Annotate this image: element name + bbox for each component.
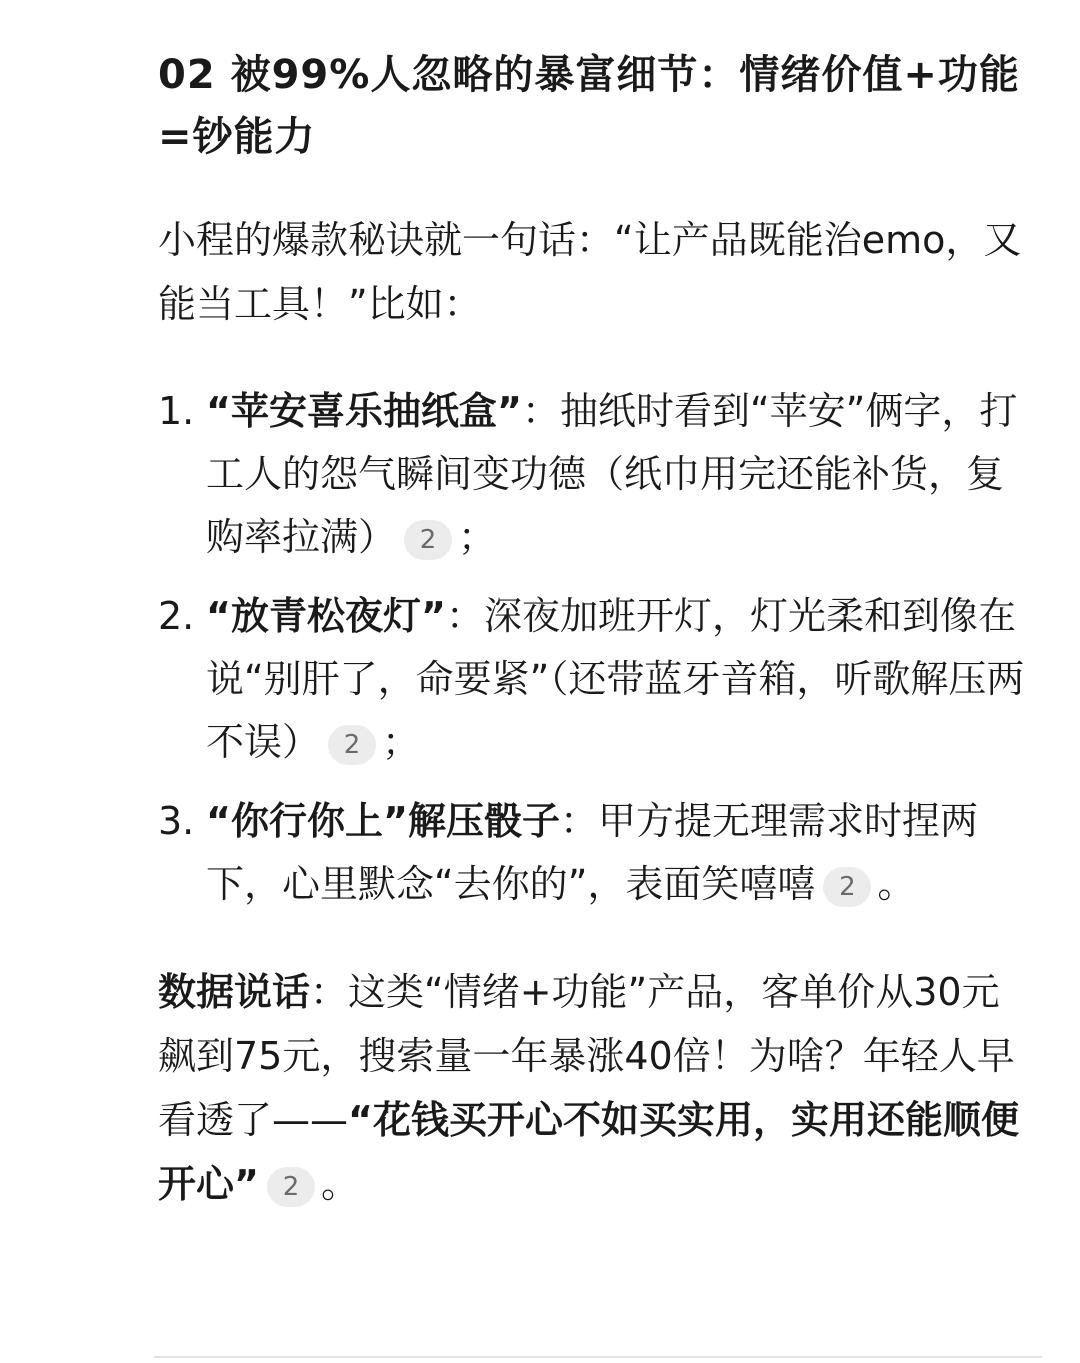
list-number: 1. <box>158 389 195 433</box>
product-title: “苹安喜乐抽纸盒” <box>206 389 522 433</box>
product-title: “放青松夜灯” <box>206 594 446 638</box>
summary-quote: “花钱买开心不如买实用，实用还能顺便开心” <box>158 1098 1019 1206</box>
summary-lead: 数据说话 <box>158 970 311 1014</box>
intro-paragraph <box>158 208 1028 336</box>
list-number: 3. <box>158 799 195 843</box>
citation-badge[interactable]: 2 <box>823 867 871 907</box>
list-item <box>158 790 1028 916</box>
article-body <box>158 44 1028 1216</box>
divider <box>154 1356 1042 1358</box>
product-description: ：甲方提无理需求时捏两下，心里默念“去你的”，表面笑嘻嘻 <box>206 799 978 906</box>
list-punctuation: 。 <box>877 862 916 906</box>
citation-badge[interactable]: 2 <box>328 725 376 765</box>
list-number: 2. <box>158 594 195 638</box>
intro-text: 小程的爆款秘诀就一句话：“让产品既能治emo，又能当工具！”比如： <box>158 218 1022 326</box>
product-list <box>158 380 1028 916</box>
summary-paragraph <box>158 960 1028 1216</box>
summary-punctuation: 。 <box>320 1162 359 1206</box>
citation-badge[interactable]: 2 <box>267 1167 315 1207</box>
list-item <box>158 585 1028 774</box>
product-description: ：抽纸时看到“苹安”俩字，打工人的怨气瞬间变功德（纸巾用完还能补货，复购率拉满） <box>206 389 1018 559</box>
section-heading: 02 被99%人忽略的暴富细节：情绪价值+功能=钞能力 <box>158 52 1020 160</box>
list-item <box>158 380 1028 569</box>
list-punctuation: ； <box>382 720 421 764</box>
product-description: ：深夜加班开灯，灯光柔和到像在说“别肝了，命要紧”（还带蓝牙音箱，听歌解压两不误） <box>206 594 1025 764</box>
list-punctuation: ； <box>458 515 497 559</box>
citation-badge[interactable]: 2 <box>404 520 452 560</box>
product-title: “你行你上”解压骰子 <box>206 799 560 843</box>
summary-text: ：这类“情绪+功能”产品，客单价从30元飙到75元，搜索量一年暴涨40倍！为啥？年轻人早看透了—— <box>158 970 1015 1142</box>
